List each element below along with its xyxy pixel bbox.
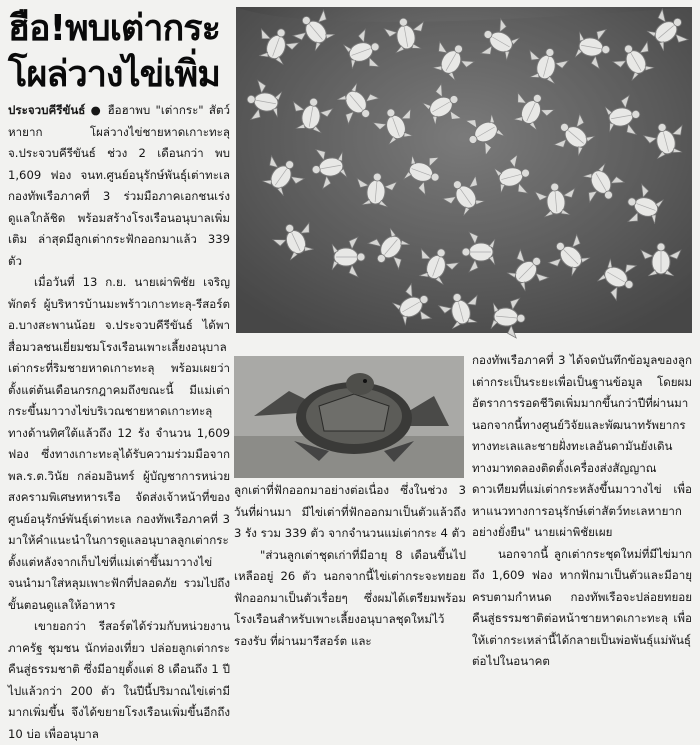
body-paragraph-2: เมื่อวันที่ 13 ก.ย. นายเผ่าพิชัย เจริญพักตร์ ผู้บริหารบ้านมะพร้าวเกาะทะลุ-รีสอร์ต อ.บางสะพานน้อย จ.ประจวบคีรีขันธ์ ได้พาสื่อมวลชนเยี่ยมชมโรงเรือนเพาะเลี้ยงอนุบาลเต่ากระที่ริมชายหาดเกาะทะลุ พร้อมเผยว่าตั้งแต่ต้นเดือนกรกฎาคมถึงขณะนี้ มีแม่เต่ากระขึ้นมาวางไข่บริเวณชายหาดเกาะทะลุทางด้านทิศใต้แล้วถึง 12 รัง จำนวน 1,609 ฟอง ซึ่งทางเกาะทะลุได้รับความร่วมมือจาก พล.ร.ต.วินัย กล่อมอินทร์ ผู้บัญชาการหน่วยสงครามพิเศษทหารเรือ จัดส่งเจ้าหน้าที่ของศูนย์อนุรักษ์พันธุ์เต่าทะเล กองทัพเรือภาคที่ 3 มาให้คำแนะนำในการดูแลอนุบาลลูกเต่ากระ ตั้งแต่หลังจากเก็บไข่ที่แม่เต่าขึ้นมาวางไข่ จนนำมาใส่หลุมเพาะฟักที่ปลอดภัย รวมไปถึงขั้นตอนดูแลให้อาหาร <box>8 275 230 612</box>
bullet-icon: ● <box>90 103 103 117</box>
adult-turtle-illustration <box>234 356 464 478</box>
right-paragraph-1: กองทัพเรือภาคที่ 3 ได้จดบันทึกข้อมูลของลูกเต่ากระเป็นระยะเพื่อเป็นฐานข้อมูล โดยผมอัตราการรอดชีวิตเพิ่มมากขึ้นกว่าปีที่ผ่านมา นอกจากนี้ทางศูนย์วิจัยและพัฒนาทรัพยากรทางทะเลและชายฝั่งทะเลอันดามันยังเดินทางมาทดลองติดตั้งเครื่องส่งสัญญาณดาวเทียมที่แม่เต่ากระหลังขึ้นมาวางไข่ เพื่อหาแนวทางการอนุรักษ์เต่าสัตว์ทะเลหายากอย่างยั่งยืน" นายเผ่าพิชัยเผย <box>472 353 692 539</box>
article-left-column <box>8 100 231 741</box>
article-right-column <box>472 350 692 668</box>
headline-line-1: ฮือ!พบเต่ากระ <box>8 8 220 49</box>
quote-paragraph: "ส่วนลูกเต่าชุดเก่าที่มีอายุ 8 เดือนขึ้นไปเหลืออยู่ 26 ตัว นอกจากนี้ไข่เต่ากระจะทยอยฟักออกมาเป็นตัวเรื่อยๆ ซึ่งผมได้เตรียมพร้อมโรงเรือนสำหรับเพาะเลี้ยงอนุบาลชุดใหม่ไว้รองรับ ที่ผ่านมารีสอร์ต และ <box>234 547 466 648</box>
lead-paragraph <box>8 100 230 272</box>
hatchlings-photo <box>236 7 692 333</box>
headline <box>8 6 230 98</box>
hatchlings-illustration <box>236 7 692 333</box>
right-paragraph-2: นอกจากนี้ ลูกเต่ากระชุดใหม่ที่มีไข่มากถึง 1,609 ฟอง หากฟักมาเป็นตัวและมีอายุครบตามกำหนด กองทัพเรือจะปล่อยทยอยคืนสู่ธรรมชาติต่อหน้าชายหาดเกาะทะลุ เพื่อให้เต่ากระเหล่านี้ได้กลายเป็นพ่อพันธุ์แม่พันธุ์ต่อไปในอนาคต <box>472 546 692 668</box>
lead-text: ฮือฮาพบ "เต่ากระ" สัตว์หายาก โผล่วางไข่ชายหาดเกาะทะลุ จ.ประจวบคีรีขันธ์ ช่วง 2 เดือนกว่า พบ 1,609 ฟอง จนท.ศูนย์อนุรักษ์พันธุ์เต่าทะเล กองทัพเรือภาคที่ 3 ร่วมมือภาคเอกชนเร่งดูแลใกล้ชิด พร้อมสร้างโรงเรือนอนุบาลเพิ่มเติม ล่าสุดมีลูกเต่ากระฟักออกมาแล้ว 339 ตัว <box>8 103 231 268</box>
dateline: ประจวบคีรีขันธ์ <box>8 103 86 117</box>
body-paragraph-3: เขายอกว่า รีสอร์ตได้ร่วมกับหน่วยงานภาครัฐ ชุมชน นักท่องเที่ยว ปล่อยลูกเต่ากระคืนสู่ธรรมชาติ ซึ่งมีอายุตั้งแต่ 8 เดือนถึง 1 ปี ไปแล้วกว่า 200 ตัว ในปีนี้ปริมาณไข่เต่ามีมากเพิ่มขึ้น จึงได้ขยายโรงเรือนเพิ่มขึ้นอีกถึง 10 บ่อ เพื่ออนุบาล <box>8 619 230 741</box>
adult-turtle-photo <box>234 356 464 478</box>
headline-line-2: โผล่วางไข่เพิ่ม <box>8 54 220 95</box>
middle-column-text <box>234 480 466 652</box>
caption-continuation: ลูกเต่าที่ฟักออกมาอย่างต่อเนื่อง ซึ่งในช่วง 3 วันที่ผ่านมา มีไข่เต่าที่ฟักออกมาเป็นตัวแล้วถึง 3 รัง รวม 339 ตัว จากจำนวนแม่เต่ากระ 4 ตัว <box>234 483 466 540</box>
